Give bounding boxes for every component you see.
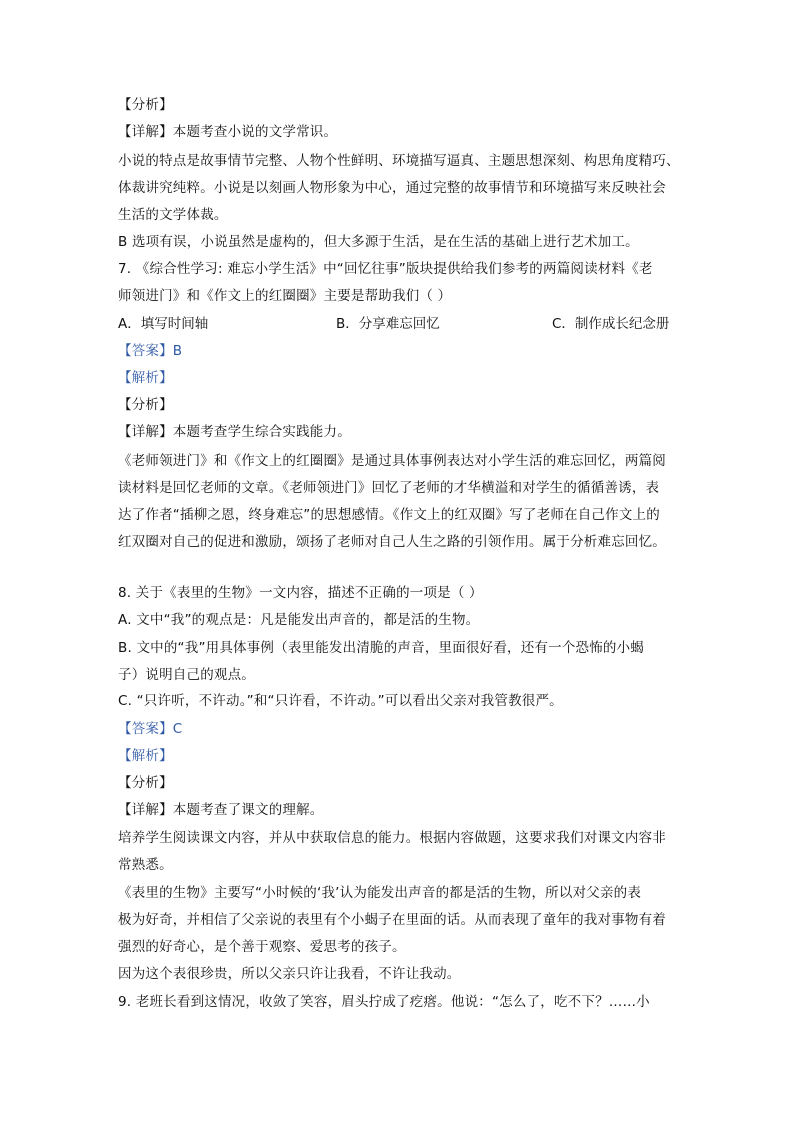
question-9-line: 9. 老班长看到这情况，收敛了笑容，眉头拧成了疙瘩。他说：“怎么了，吃不下？……小 bbox=[118, 994, 650, 1010]
q7-option-a: A．填写时间轴 bbox=[118, 316, 209, 332]
q8-option-a: A. 文中“我”的观点是：凡是能发出声音的，都是活的生物。 bbox=[118, 612, 480, 628]
detail-heading: 【详解】本题考查学生综合实践能力。 bbox=[118, 424, 351, 440]
detail-heading: 【详解】本题考查了课文的理解。 bbox=[118, 802, 324, 818]
q7-option-c: C．制作成长纪念册 bbox=[552, 316, 670, 332]
q8-option-b: B. 文中的“我”用具体事例（表里能发出清脆的声音，里面很好看，还有一个恐怖的小蝎 bbox=[118, 640, 645, 656]
text-line: 体裁讲究纯粹。小说是以刻画人物形象为中心，通过完整的故事情节和环境描写来反映社会 bbox=[118, 180, 666, 196]
question-7-line: 师领进门》和《作文上的红圈圈》主要是帮助我们（ ） bbox=[118, 288, 452, 304]
q8-jiexi: 【解析】 bbox=[118, 748, 173, 764]
question-8-line: 8. 关于《表里的生物》一文内容，描述不正确的一项是（ ） bbox=[118, 585, 483, 601]
q7-option-b: B．分享难忘回忆 bbox=[336, 316, 440, 332]
text-line: 红双圈对自己的促进和激励，颂扬了老师对自己人生之路的引领作用。属于分析难忘回忆。 bbox=[118, 534, 666, 550]
question-7-line: 7. 《综合性学习: 难忘小学生活》中“回忆往事”版块提供给我们参考的两篇阅读材料《老 bbox=[118, 261, 653, 277]
q8-answer: 【答案】C bbox=[118, 721, 183, 737]
text-line: 极为好奇，并相信了父亲说的表里有个小蝎子在里面的话。从而表现了童年的我对事物有着 bbox=[118, 912, 666, 928]
q8-option-c: C. “只许听，不许动。”和“只许看，不许动。”可以看出父亲对我管教很严。 bbox=[118, 693, 563, 709]
detail-heading: 【详解】本题考查小说的文学常识。 bbox=[118, 124, 338, 140]
text-line: 小说的特点是故事情节完整、人物个性鲜明、环境描写逼真、主题思想深刻、构思角度精巧、 bbox=[118, 153, 680, 169]
text-line: 强烈的好奇心，是个善于观察、爱思考的孩子。 bbox=[118, 939, 406, 955]
analysis-heading: 【分析】 bbox=[118, 775, 173, 791]
text-line: 达了作者“插柳之恩，终身难忘”的思想感情。《作文上的红双圈》写了老师在自己作文上的 bbox=[118, 507, 660, 523]
text-line: B 选项有误，小说虽然是虚构的，但大多源于生活，是在生活的基础上进行艺术加工。 bbox=[118, 234, 639, 250]
text-line: 常熟悉。 bbox=[118, 857, 173, 873]
text-line: 《老师领进门》和《作文上的红圈圈》是通过具体事例表达对小学生活的难忘回忆，两篇阅 bbox=[118, 453, 666, 469]
analysis-heading: 【分析】 bbox=[118, 97, 173, 113]
text-line: 读材料是回忆老师的文章。《老师领进门》回忆了老师的才华横溢和对学生的循循善诱，表 bbox=[118, 480, 660, 496]
text-line: 因为这个表很珍贵，所以父亲只许让我看，不许让我动。 bbox=[118, 966, 461, 982]
q7-answer: 【答案】B bbox=[118, 343, 183, 359]
q8-option-b-cont: 子）说明自己的观点。 bbox=[118, 667, 255, 683]
q7-jiexi: 【解析】 bbox=[118, 370, 173, 386]
analysis-heading: 【分析】 bbox=[118, 397, 173, 413]
text-line: 《表里的生物》主要写“小时候的‘我’认为能发出声音的都是活的生物，所以对父亲的表 bbox=[118, 885, 642, 901]
text-line: 生活的文学体裁。 bbox=[118, 207, 228, 223]
text-line: 培养学生阅读课文内容，并从中获取信息的能力。根据内容做题，这要求我们对课文内容非 bbox=[118, 830, 666, 846]
